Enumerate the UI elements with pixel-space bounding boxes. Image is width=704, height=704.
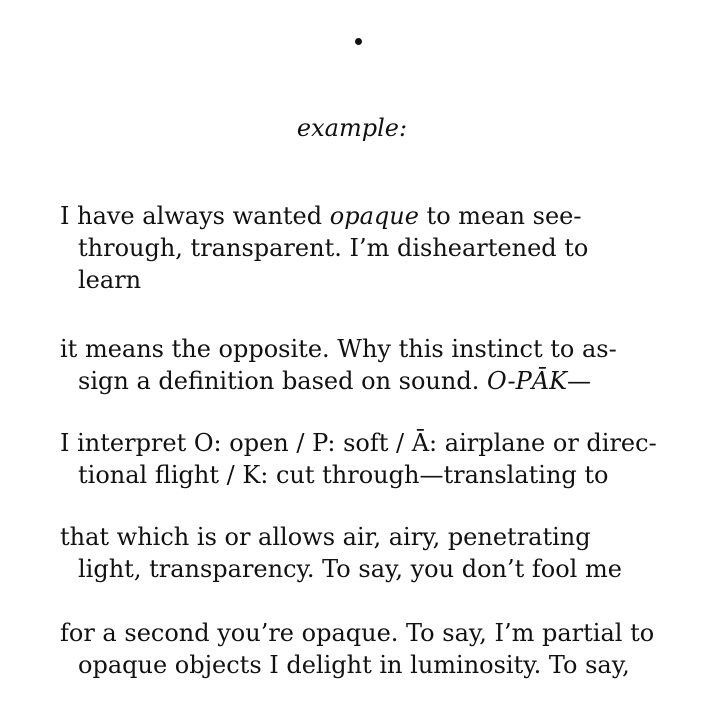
stanza-5-line-1: for a second you’re opaque. To say, I’m partial to <box>60 619 655 647</box>
emphasized-pronunciation: O-PĀK <box>486 367 568 395</box>
stanza-4 <box>60 521 700 585</box>
poem-heading: example: <box>296 114 408 142</box>
stanza-5-line-2: opaque objects I delight in luminosity. To say, <box>78 651 630 679</box>
stanza-3-line-1: I interpret O: open / P: soft / Ā: airplane or direc- <box>60 429 657 457</box>
stanza-2-line-1: it means the opposite. Why this instinct to as- <box>60 335 617 363</box>
stanza-1-line-1: I have always wanted opaque to mean see- <box>60 202 582 230</box>
stanza-4-line-2: light, transparency. To say, you don’t fool me <box>78 555 622 583</box>
stanza-1-line-3: learn <box>78 266 142 294</box>
stanza-5 <box>60 617 700 681</box>
stanza-1-line-2: through, transparent. I’m disheartened to <box>78 234 589 262</box>
stanza-1 <box>60 200 700 296</box>
stanza-4-line-1: that which is or allows air, airy, penetrating <box>60 523 591 551</box>
stanza-2 <box>60 333 700 397</box>
stanza-3 <box>60 427 700 491</box>
emphasized-word: opaque <box>329 202 419 230</box>
section-ornament-dot <box>355 38 362 45</box>
stanza-2-line-2: sign a definition based on sound. O-PĀK— <box>78 367 592 395</box>
stanza-3-line-2: tional flight / K: cut through—translating to <box>78 461 609 489</box>
